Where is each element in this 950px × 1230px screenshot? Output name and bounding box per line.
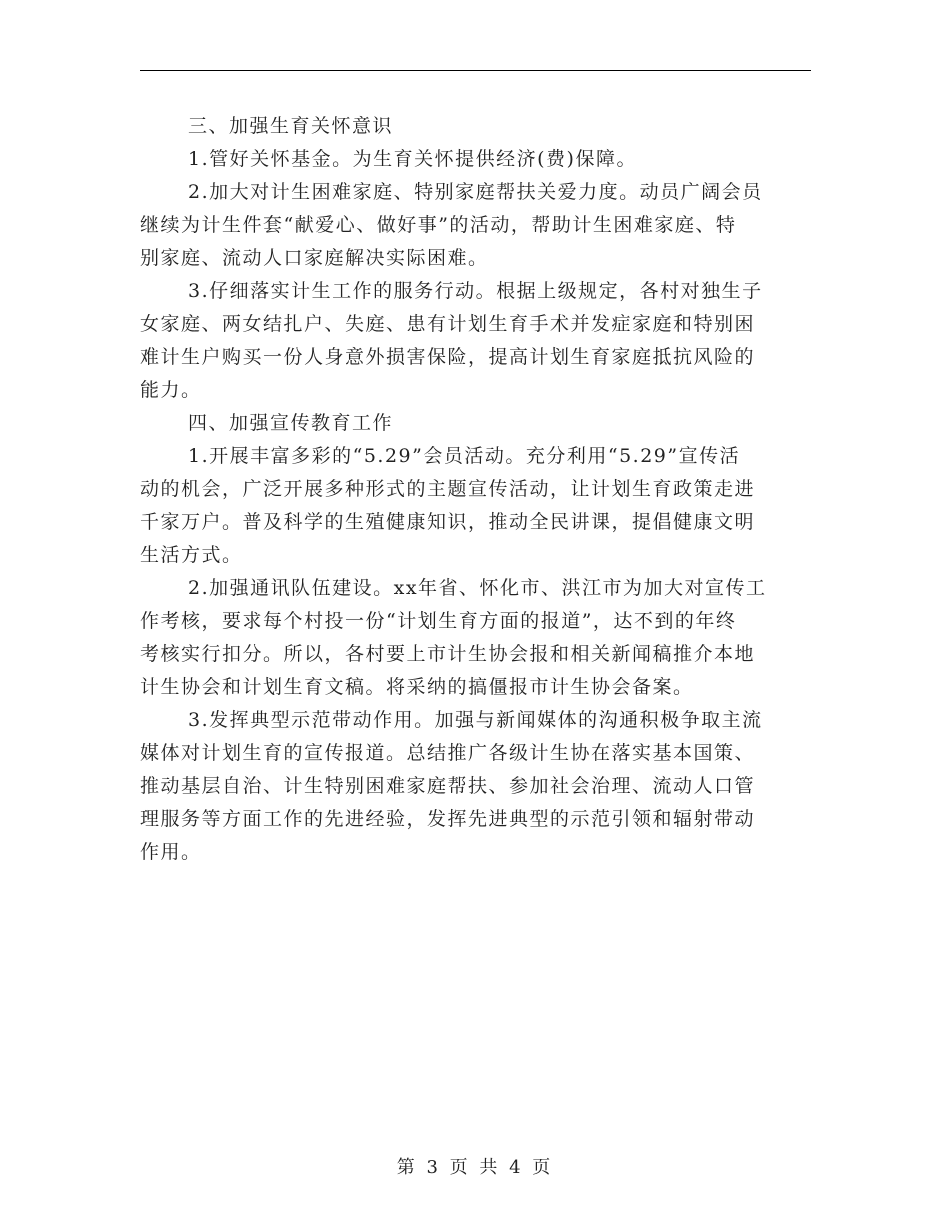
- paragraph-line: 作用。: [140, 841, 202, 863]
- paragraph-line: 女家庭、两女结扎户、失庭、患有计划生育手术并发症家庭和特别困: [140, 313, 756, 335]
- paragraph-line: 1.开展丰富多彩的“5.29”会员活动。充分利用“5.29”宣传活: [188, 445, 741, 467]
- paragraph-line: 1.管好关怀基金。为生育关怀提供经济(费)保障。: [188, 148, 637, 170]
- paragraph-line: 3.仔细落实计生工作的服务行动。根据上级规定，各村对独生子: [188, 280, 763, 302]
- document-body: [140, 110, 811, 869]
- section-heading: 四、加强宣传教育工作: [188, 412, 394, 434]
- paragraph-line: 2.加强通讯队伍建设。xx年省、怀化市、洪江市为加大对宣传工: [188, 577, 767, 599]
- paragraph-line: 媒体对计划生育的宣传报道。总结推广各级计生协在落实基本国策、: [140, 742, 756, 764]
- paragraph-line: 作考核，要求每个村投一份“计划生育方面的报道”，达不到的年终: [140, 610, 737, 632]
- paragraph-line: 难计生户购买一份人身意外损害保险，提高计划生育家庭抵抗风险的: [140, 346, 756, 368]
- paragraph-line: 2.加大对计生困难家庭、特别家庭帮扶关爱力度。动员广阔会员: [188, 181, 763, 203]
- paragraph-line: 千家万户。普及科学的生殖健康知识，推动全民讲课，提倡健康文明: [140, 511, 756, 533]
- paragraph-line: 能力。: [140, 379, 202, 401]
- paragraph-line: 推动基层自治、计生特别困难家庭帮扶、参加社会治理、流动人口管: [140, 775, 756, 797]
- paragraph-line: 3.发挥典型示范带动作用。加强与新闻媒体的沟通积极争取主流: [188, 709, 763, 731]
- section-heading: 三、加强生育关怀意识: [188, 115, 394, 137]
- paragraph-line: 继续为计生件套“献爱心、做好事”的活动，帮助计生困难家庭、特: [140, 214, 737, 236]
- paragraph-line: 生活方式。: [140, 544, 243, 566]
- page-number-footer: 第 3 页 共 4 页: [396, 1157, 554, 1178]
- paragraph-line: 考核实行扣分。所以，各村要上市计生协会报和相关新闻稿推介本地: [140, 643, 756, 665]
- paragraph-line: 计生协会和计划生育文稿。将采纳的搞僵报市计生协会备案。: [140, 676, 694, 698]
- paragraph-line: 理服务等方面工作的先进经验，发挥先进典型的示范引领和辐射带动: [140, 808, 756, 830]
- header-rule: [140, 70, 811, 71]
- paragraph-line: 别家庭、流动人口家庭解决实际困难。: [140, 247, 489, 269]
- paragraph-line: 动的机会，广泛开展多种形式的主题宣传活动，让计划生育政策走进: [140, 478, 756, 500]
